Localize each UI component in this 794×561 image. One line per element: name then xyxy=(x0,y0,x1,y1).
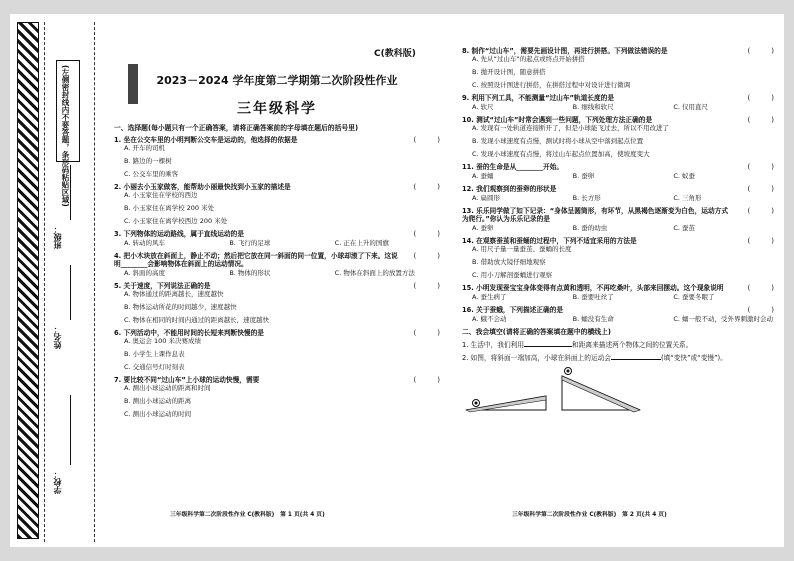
seal-line-inner xyxy=(94,22,95,542)
question xyxy=(462,163,774,171)
answer-option: B. 拋开设计图，随意拼搭 xyxy=(472,68,546,76)
scan-top-border xyxy=(0,0,794,14)
fill2-suffix: (填“变快”或“变慢”)。 xyxy=(660,354,727,362)
exam-title: 2023－2024 学年度第二学期第二次阶段性作业 xyxy=(156,74,398,87)
question-text: 1. 坐在公交车里的小明判断公交车是运动的，他选择的依据是 xyxy=(114,136,298,144)
slope-high xyxy=(562,368,640,413)
question-text: 16. 关于蚕蛾，下列描述正确的是 xyxy=(462,306,564,314)
question xyxy=(462,185,774,193)
answer-option: C. 发现小球速度有点慢，将过山车起点位置加高，使坡度变大 xyxy=(472,150,650,158)
right-page xyxy=(462,47,774,414)
question xyxy=(462,284,774,292)
answer-option: A. 先从“过山车”的起点或终点开始拼搭 xyxy=(472,55,585,63)
right-question-list xyxy=(462,47,774,323)
answer-option: A. 用尺子量一量蚕茧、蚕蛹的长度 xyxy=(472,245,572,253)
answer-paren[interactable]: ( ) xyxy=(413,136,440,144)
answer-option: A. 发现有一处轨道连接断开了，但是小球能飞过去，所以不用改进了 xyxy=(472,124,669,132)
answer-option: B. 物体运动所花的时间越少，速度越快 xyxy=(124,303,237,311)
question xyxy=(114,252,440,268)
footer-right: 三年级科学第二次阶段性作业 C(教科版) 第 2 页(共 4 页) xyxy=(512,512,667,518)
question-text: 4. 把小木块放在斜面上，静止不动；然后把它放在同一斜面的同一位置，小球却滚了下来。这说明________会影响物体在斜面上的运动情况。 xyxy=(114,252,398,268)
scan-left-border xyxy=(0,0,10,561)
question-text: 8. 制作“过山车”，需要先画设计图，再进行拼搭。下列做法错误的是 xyxy=(462,47,668,55)
answer-option-row xyxy=(462,293,774,301)
answer-paren[interactable]: ( ) xyxy=(413,329,440,337)
scan-bottom-border xyxy=(0,547,794,561)
question-text: 13. 乐乐同学做了如下记录：“身体呈圆筒形，有环节，从黑褐色逐渐变为白色，运动方式为爬行。”你认为乐乐记录的是 xyxy=(462,207,729,223)
answer-option: A. 转动的风车 xyxy=(124,239,165,247)
answer-paren[interactable]: ( ) xyxy=(747,306,774,314)
question xyxy=(462,47,774,55)
answer-option-row xyxy=(462,103,774,111)
answer-option: A. 奥运会 100 米决赛成绩 xyxy=(124,337,202,345)
section2-heading: 二、我会填空(请将正确的答案填在题中的横线上) xyxy=(462,328,611,336)
barcode-notice-text: (左侧密封线内不要答题，条形码粘贴区域) xyxy=(61,65,70,207)
question xyxy=(114,282,440,290)
answer-option-row xyxy=(114,269,440,277)
fill-question-1 xyxy=(462,340,774,349)
question-text: 15. 小明发现蚕宝宝身体变得有点黄和透明，不再吃桑叶，头部来回摆动。这个现象说明 xyxy=(462,284,724,292)
question xyxy=(462,237,774,245)
answer-option: B. 细线和软尺 xyxy=(572,103,614,111)
binding-hatch-bar xyxy=(17,22,39,539)
question-text: 2. 小丽去小玉家做客，能帮助小丽最快找到小玉家的描述是 xyxy=(114,183,291,191)
class-field-line xyxy=(70,165,71,220)
answer-option: C. 仅用直尺 xyxy=(673,103,709,111)
name-label: 姓名： xyxy=(53,325,62,349)
fill1-prefix: 1. 生活中，我们利用 xyxy=(462,341,525,349)
question xyxy=(114,329,440,337)
answer-option: A. 物体通过的距离越长，速度越快 xyxy=(124,290,224,298)
question xyxy=(114,183,440,191)
answer-paren[interactable]: ( ) xyxy=(747,284,774,292)
answer-paren[interactable]: ( ) xyxy=(413,376,440,384)
answer-option: B. 小学生上课作息表 xyxy=(124,350,185,358)
answer-option: B. 蚕的幼虫 xyxy=(572,224,608,232)
answer-option-row xyxy=(462,194,774,202)
answer-option: C. 蚕茧 xyxy=(673,224,696,232)
answer-option: A. 蚕生病了 xyxy=(472,293,507,301)
fill-question-2 xyxy=(462,353,774,362)
question xyxy=(462,116,774,124)
answer-option: B. 飞行的足球 xyxy=(229,239,271,247)
class-label: 班级： xyxy=(53,225,62,249)
school-label: 学校： xyxy=(53,470,62,494)
answer-option: B. 路边的一棵树 xyxy=(124,157,172,165)
answer-option: A. 小玉家住在学校的西边 xyxy=(124,191,198,199)
answer-option: C. 公交车里的乘客 xyxy=(124,170,179,178)
answer-paren[interactable]: ( ) xyxy=(747,185,774,193)
answer-option: B. 物体的形状 xyxy=(229,269,271,277)
answer-option: C. 交通信号灯时刻表 xyxy=(124,363,185,371)
question xyxy=(114,136,440,144)
question xyxy=(462,207,774,223)
question-text: 11. 蚕的生命是从________开始。 xyxy=(462,163,564,171)
left-page xyxy=(114,72,440,423)
school-field-line xyxy=(70,395,71,465)
question-text: 5. 关于速度，下列说法正确的是 xyxy=(114,282,211,290)
question-text: 9. 利用下列工具，不能测量“过山车”轨道长度的是 xyxy=(462,94,615,102)
answer-option: A. 扁圆形 xyxy=(472,194,500,202)
answer-option: C. 蛹一般不动，受外界刺激时会动 xyxy=(673,315,774,323)
answer-option: C. 物体在相同的时间内通过的距离越长，速度越快 xyxy=(124,316,270,324)
question xyxy=(462,306,774,314)
answer-option: B. 测出小球运动的距离 xyxy=(124,397,192,405)
answer-option: C. 小玉家住在离学校西边 200 米处 xyxy=(124,217,228,225)
answer-paren[interactable]: ( ) xyxy=(747,163,774,171)
answer-option-row xyxy=(462,172,774,180)
answer-paren[interactable]: ( ) xyxy=(413,183,440,191)
answer-option: B. 蛹没有生命 xyxy=(572,315,614,323)
answer-option: B. 蚕卵 xyxy=(572,172,595,180)
answer-option: A. 软尺 xyxy=(472,103,494,111)
answer-option: B. 小玉家住在离学校 200 米处 xyxy=(124,204,215,212)
answer-paren[interactable]: ( ) xyxy=(747,207,774,215)
answer-option: A. 开车的司机 xyxy=(124,144,165,152)
fill1-blank[interactable] xyxy=(524,340,572,347)
left-question-list xyxy=(114,136,440,418)
answer-option: C. 物体在斜面上的放置方法 xyxy=(334,269,415,277)
question-text: 6. 下列活动中，不能用时间的长短来判断快慢的是 xyxy=(114,329,264,337)
answer-paren[interactable]: ( ) xyxy=(413,282,440,290)
answer-paren[interactable]: ( ) xyxy=(747,237,774,245)
answer-option: C. 按照设计图进行拼搭，在拼搭过程中对设计进行微调 xyxy=(472,81,631,89)
edition-label: C(教科版) xyxy=(374,49,416,59)
section1-heading: 一、选择题(每小题只有一个正确答案，请将正确答案前的字母填在题后的括号里) xyxy=(114,124,359,132)
answer-paren[interactable]: ( ) xyxy=(747,94,774,102)
answer-option: C. 蚁蚕 xyxy=(673,172,696,180)
slope-diagram xyxy=(462,366,642,414)
answer-option: C. 用小刀解剖蚕蛹进行观察 xyxy=(472,271,553,279)
answer-option: C. 正在上升的国旗 xyxy=(334,239,389,247)
question-text: 3. 下列物体的运动路线，属于直线运动的是 xyxy=(114,230,244,238)
subject-title: 三年级科学 xyxy=(237,101,317,117)
answer-paren[interactable]: ( ) xyxy=(747,116,774,124)
scan-right-border xyxy=(784,0,794,561)
answer-paren[interactable]: ( ) xyxy=(413,252,440,260)
answer-option: B. 长方形 xyxy=(572,194,601,202)
question xyxy=(462,94,774,102)
answer-option-row xyxy=(114,239,440,247)
answer-option: A. 蛾不会动 xyxy=(472,315,507,323)
answer-option: A. 斜面的高度 xyxy=(124,269,165,277)
fill2-blank[interactable] xyxy=(611,353,661,360)
question xyxy=(114,230,440,238)
question xyxy=(114,376,440,384)
question-text: 12. 我们观察到的蚕卵的形状是 xyxy=(462,185,557,193)
slope-low xyxy=(466,396,546,412)
answer-option-row xyxy=(462,315,774,323)
question-text: 7. 要比较不同“过山车”上小球的运动快慢，需要 xyxy=(114,376,260,384)
answer-paren[interactable]: ( ) xyxy=(747,47,774,55)
answer-option: C. 三角形 xyxy=(673,194,702,202)
answer-option: A. 蚕卵 xyxy=(472,224,494,232)
answer-option: C. 测出小球运动的时间 xyxy=(124,410,192,418)
seal-line-outer xyxy=(44,22,45,542)
fill2-prefix: 2. 如图，将斜面一端加高，小球在斜面上的运动会 xyxy=(462,354,611,362)
answer-option: A. 测出小球运动的距离和时间 xyxy=(124,384,211,392)
answer-option: A. 蚕蛹 xyxy=(472,172,494,180)
answer-option-row xyxy=(462,224,774,232)
name-field-line xyxy=(70,265,71,320)
answer-option: B. 蚕要吐丝了 xyxy=(572,293,614,301)
question-text: 14. 在观察蚕茧和蚕蛹的过程中，下列不适宜采用的方法是 xyxy=(462,237,637,245)
fill1-suffix: 和距离来描述两个物体之间的位置关系。 xyxy=(572,341,693,349)
answer-option: C. 蚕要冬眠了 xyxy=(673,293,715,301)
question-text: 10. 测试“过山车”时常会遇到一些问题，下列处理方法正确的是 xyxy=(462,116,653,124)
answer-option: B. 发现小球速度有点慢，测试时将小球从空中落到起点位置 xyxy=(472,137,644,145)
barcode-notice-box xyxy=(56,60,80,207)
answer-paren[interactable]: ( ) xyxy=(413,230,440,238)
answer-option: B. 借助放大镜仔细地观察 xyxy=(472,258,546,266)
footer-left: 三年级科学第二次阶段性作业 C(教科版) 第 1 页(共 4 页) xyxy=(170,512,325,518)
